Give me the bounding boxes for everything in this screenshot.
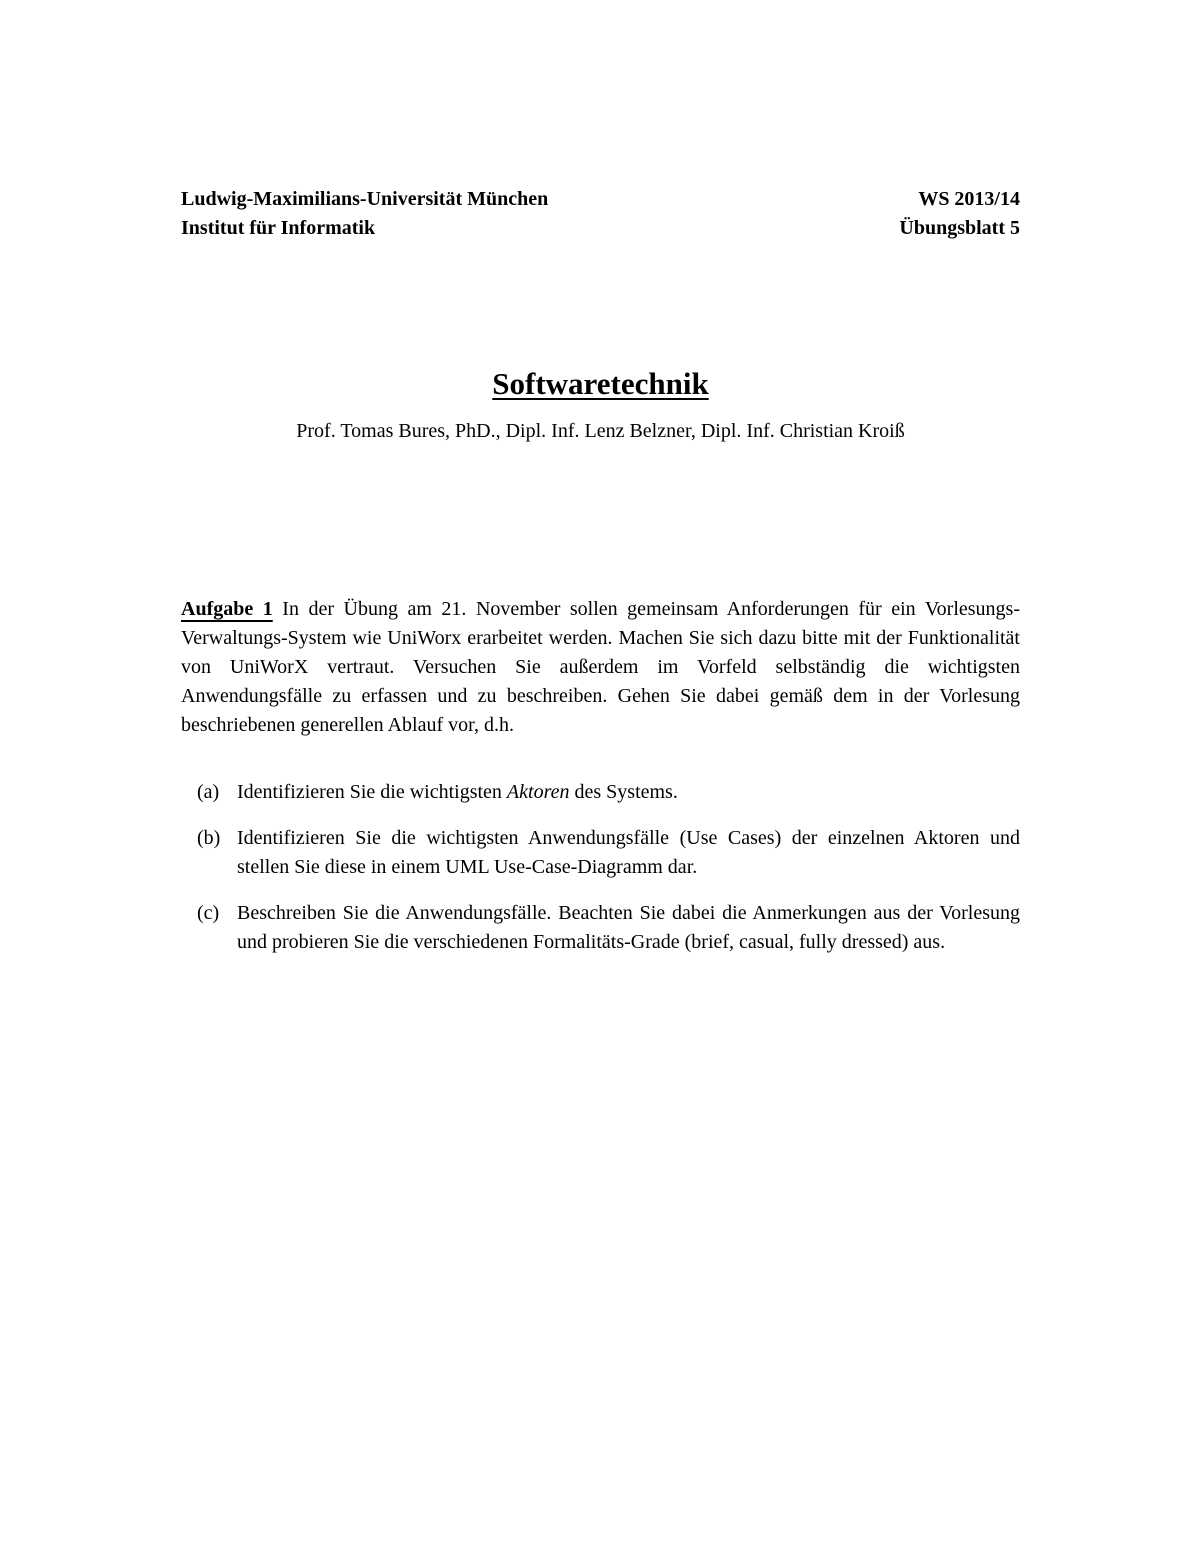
subtask-b <box>181 824 1020 882</box>
emphasis-aktoren: Aktoren <box>506 781 570 803</box>
subtask-text: Beschreiben Sie die Anwendungsfälle. Beachten Sie dabei die Anmerkungen aus der Vorlesung und probieren Sie die verschiedenen Formalitäts-Grade (brief, casual, fully dressed) aus. <box>237 902 1020 953</box>
header-row-1 <box>181 185 1020 214</box>
subtask-marker: (c) <box>197 902 220 924</box>
header-row-2 <box>181 214 1020 243</box>
document-header <box>181 185 1020 243</box>
task-1 <box>181 595 1020 740</box>
subtask-marker: (a) <box>197 781 220 803</box>
institute-name: Institut für Informatik <box>181 217 376 239</box>
task-text: In der Übung am 21. November sollen gemeinsam Anforderungen für ein Vorlesungs-Verwaltungs-System wie UniWorx erarbeitet werden. Machen Sie sich dazu bitte mit der Funktionalität von UniWorX vertraut. Versuchen Sie außerdem im Vorfeld selbständig die wichtigsten Anwendungsfälle zu erfassen und zu beschreiben. Gehen Sie dabei gemäß dem in der Vorlesung beschriebenen generellen Ablauf vor, d.h. <box>181 598 1021 736</box>
title-block <box>181 362 1020 445</box>
subtask-marker: (b) <box>197 827 221 849</box>
subtask-a <box>181 778 1020 807</box>
document-title: Softwaretechnik <box>492 366 709 401</box>
university-name: Ludwig-Maximilians-Universität München <box>181 188 549 210</box>
subtask-c <box>181 899 1020 957</box>
sheet-number: Übungsblatt 5 <box>899 217 1020 239</box>
semester: WS 2013/14 <box>918 188 1020 210</box>
subtask-text: Identifizieren Sie die wichtigsten Anwendungsfälle (Use Cases) der einzelnen Aktoren und stellen Sie diese in einem UML Use-Case-Diagramm dar. <box>237 827 1020 878</box>
subtask-text: Identifizieren Sie die wichtigsten Aktoren des Systems. <box>237 781 678 803</box>
subtask-list <box>181 778 1020 974</box>
authors-line: Prof. Tomas Bures, PhD., Dipl. Inf. Lenz Belzner, Dipl. Inf. Christian Kroiß <box>296 420 905 442</box>
task-label: Aufgabe 1 <box>181 598 273 620</box>
